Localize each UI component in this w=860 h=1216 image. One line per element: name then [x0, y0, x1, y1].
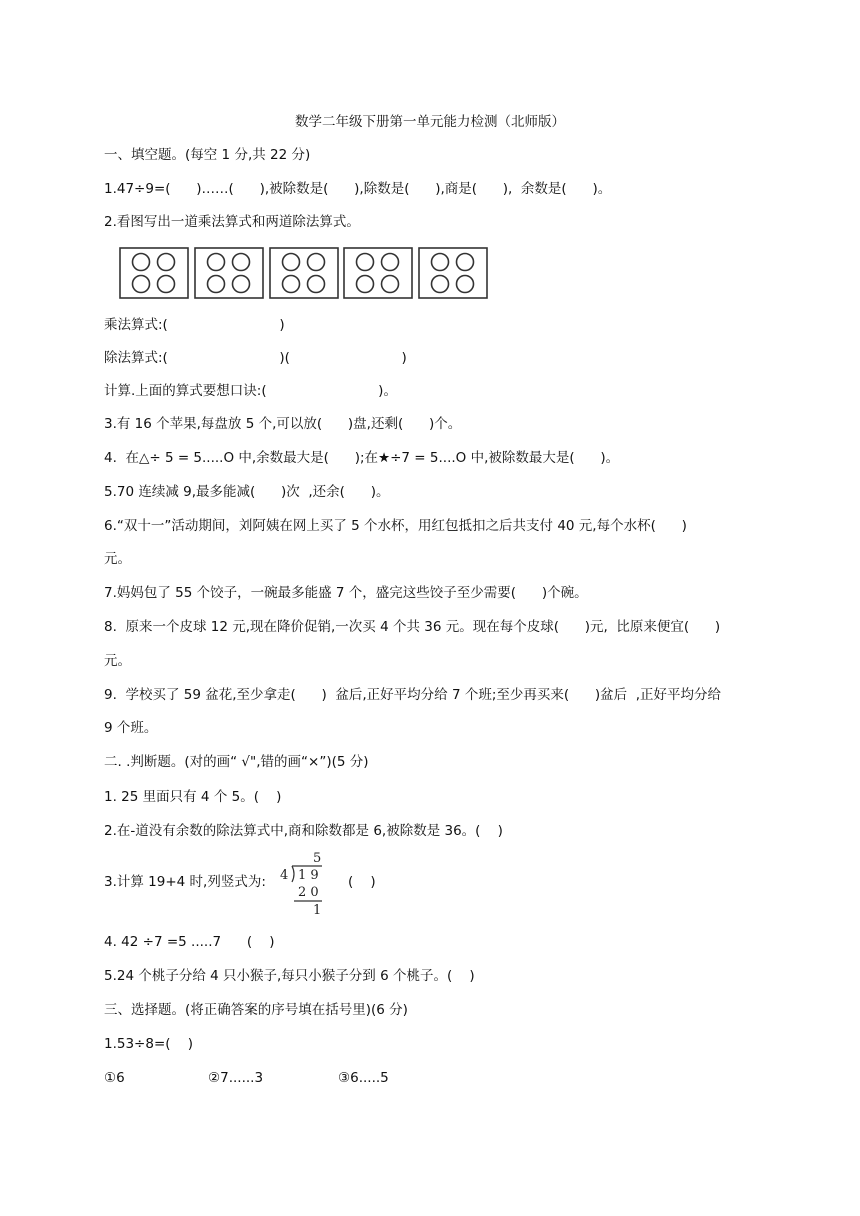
long-division-quotient: 5 [313, 851, 322, 866]
question-2-3-text: 3.计算 19+4 时,列竖式为: [104, 874, 266, 890]
question-2-5: 5.24 个桃子分给 4 只小猴子,每只小猴子分到 6 个桃子。( ) [104, 968, 475, 984]
long-division-product: 2 0 [298, 885, 319, 900]
question-1-8-line1: 8. 原来一个皮球 12 元,现在降价促销,一次买 4 个共 36 元。现在每个皮球( )元, 比原来便宜( ) [104, 619, 721, 635]
question-1-1: 1.47÷9=( )……( ),被除数是( ),除数是( ),商是( ), 余数是( )。 [104, 181, 612, 197]
question-1-3: 3.有 16 个苹果,每盘放 5 个,可以放( )盘,还剩( )个。 [104, 416, 462, 432]
circle-group-2 [195, 248, 263, 298]
division-formula-line: 除法算式:( )( ) [104, 350, 407, 366]
question-1-6-line1: 6.“双十一”活动期间，刘阿姨在网上买了 5 个水杯，用红包抵扣之后共支付 40 元,每个水杯( ) [104, 518, 687, 534]
question-2-1: 1. 25 里面只有 4 个 5。( ) [104, 789, 282, 805]
question-1-9-line2: 9 个班。 [104, 720, 158, 736]
circle-group-5 [419, 248, 487, 298]
circle-group-3 [270, 248, 338, 298]
calc-rhyme-line: 计算.上面的算式要想口诀:( )。 [104, 383, 397, 399]
question-1-5: 5.70 连续减 9,最多能减( )次 ,还余( )。 [104, 484, 390, 500]
question-1-2: 2.看图写出一道乘法算式和两道除法算式。 [104, 214, 360, 230]
long-division-remainder: 1 [313, 903, 322, 918]
section1-heading: 一、填空题。(每空 1 分,共 22 分) [104, 147, 311, 163]
circle-group-1 [120, 248, 188, 298]
question-2-4: 4. 42 ÷7 =5 .....7 ( ) [104, 934, 275, 950]
question-1-4: 4. 在△÷ 5 = 5.....O 中,余数最大是( );在★÷7 = 5....O 中,被除数最大是( )。 [104, 450, 620, 466]
question-1-7: 7.妈妈包了 55 个饺子，一碗最多能盛 7 个，盛完这些饺子至少需要( )个碗。 [104, 585, 588, 601]
multiplication-formula-line: 乘法算式:( ) [104, 317, 285, 333]
question-2-3-answer-paren: ( ) [348, 874, 376, 890]
option-2: ②7......3 [208, 1070, 264, 1086]
option-3: ③6.....5 [338, 1070, 389, 1086]
question-1-9-line1: 9. 学校买了 59 盆花,至少拿走( ) 盆后,正好平均分给 7 个班;至少再买来( )盆后 ,正好平均分给 [104, 687, 722, 703]
question-1-8-line2: 元。 [104, 653, 131, 669]
question-1-6-line2: 元。 [104, 551, 131, 567]
question-3-1: 1.53÷8=( ) [104, 1036, 193, 1052]
long-division-divisor: 4 [280, 868, 289, 883]
question-2-2: 2.在-道没有余数的除法算式中,商和除数都是 6,被除数是 36。( ) [104, 823, 503, 839]
long-division-dividend: 1 9 [298, 868, 319, 883]
page-title: 数学二年级下册第一单元能力检测（北师版） [295, 114, 565, 130]
circle-groups-figure [118, 246, 493, 302]
long-division-figure [278, 850, 338, 920]
circle-group-4 [344, 248, 412, 298]
section3-heading: 三、选择题。(将正确答案的序号填在括号里)(6 分) [104, 1002, 408, 1018]
section2-heading: 二. .判断题。(对的画“ √",错的画“×”)(5 分) [104, 754, 369, 770]
option-1: ①6 [104, 1070, 125, 1086]
